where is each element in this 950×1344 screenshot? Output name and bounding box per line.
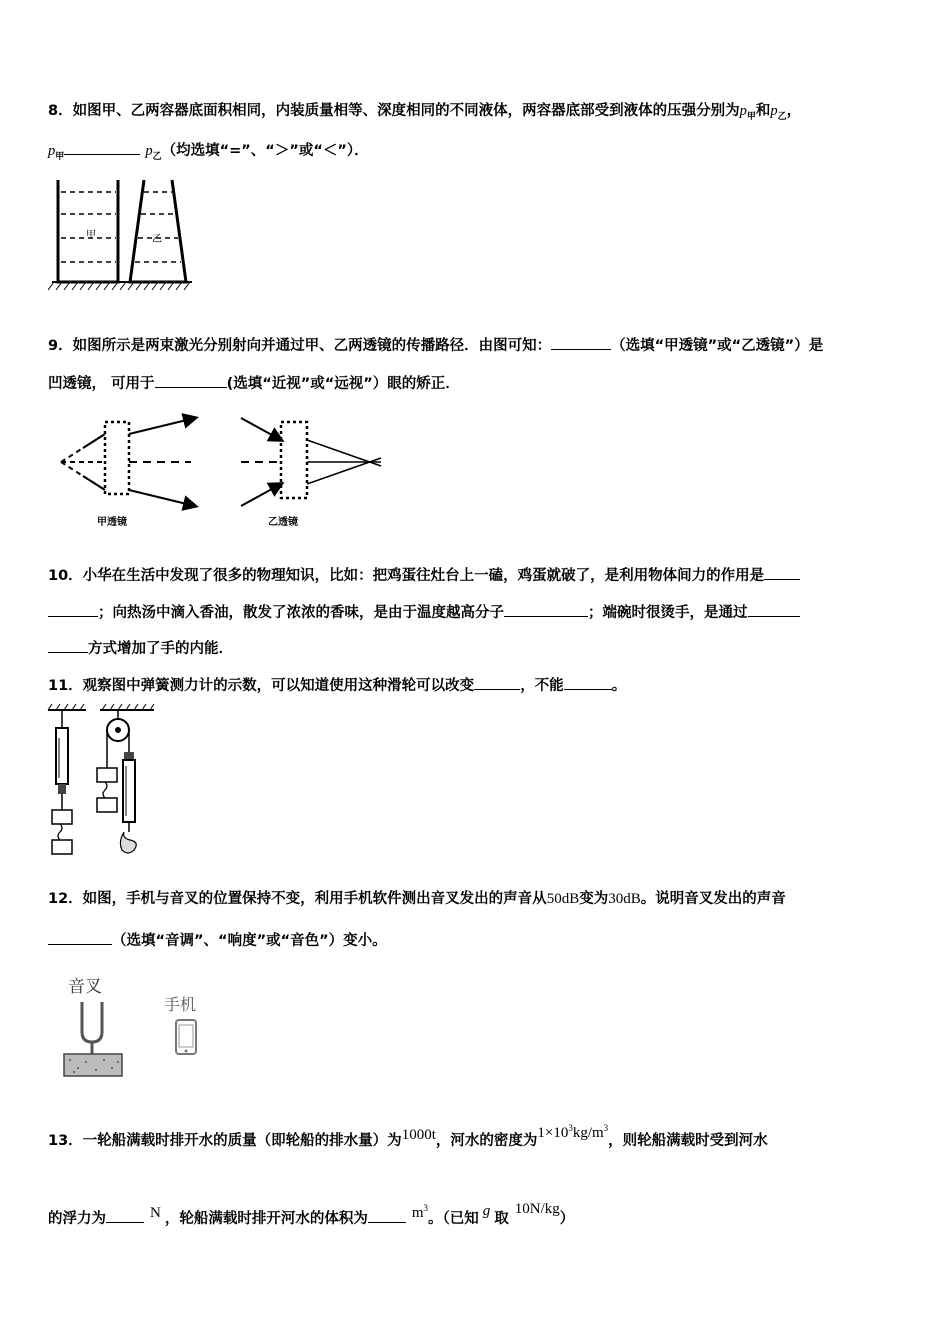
q12-text-b: 。说明音叉发出的声音 [640, 891, 786, 907]
q11-text-c: 。 [611, 678, 627, 694]
q11-text-b: ，不能 [520, 678, 564, 694]
q11-line1 [48, 673, 626, 696]
q8-instruction: （均选填“=”、“＞”或“＜”）． [161, 143, 369, 159]
q10-text-2: ；向热汤中滴入香油，散发了浓浓的香味，是由于温度越高分子 [98, 605, 504, 621]
q9-line1 [48, 333, 823, 356]
q8-sub-yi-2: 乙 [152, 152, 162, 162]
q12-value-1: 50dB [546, 891, 580, 907]
q8-p-symbol-4: p [145, 143, 153, 159]
q13-density-exp: 3 [568, 1123, 573, 1133]
q8-prefix: 8．如图甲、乙两容器底面积相同，内装质量相等、深度相同的不同液体，两容器底部受到液体的压强分别为 [48, 103, 740, 119]
q13-text-a: 13．一轮船满载时排开水的质量（即轮船的排水量）为 [48, 1133, 402, 1149]
q12-line1 [48, 889, 786, 909]
q12-line2 [48, 928, 387, 951]
q8-line2 [48, 138, 369, 163]
q13-blank-2[interactable] [368, 1206, 406, 1223]
q13-line1 [48, 1123, 768, 1152]
q13-density-unit-exp: 3 [603, 1123, 609, 1133]
q10-blank-2[interactable] [504, 600, 588, 617]
q8-line1 [48, 101, 801, 123]
q11-text-a: 11．观察图中弹簧测力计的示数，可以知道使用这种滑轮可以改变 [48, 678, 475, 694]
q9-text-d: (选填“近视”或“远视”）眼的矫正． [226, 376, 460, 392]
q13-text-b: ，河水的密度为 [435, 1133, 538, 1149]
q10-line1 [48, 563, 800, 586]
q13-text-d: 的浮力为 [48, 1211, 106, 1227]
q8-p-symbol-2: p [770, 103, 778, 119]
q10-blank-1b[interactable] [48, 600, 98, 617]
q12-text-mid: 变为 [579, 891, 609, 907]
q8-containers-figure [48, 176, 196, 292]
q8-label-jia: 甲 [86, 230, 96, 241]
q13-g-value: 10N/kg [514, 1201, 560, 1217]
q9-line2 [48, 371, 460, 394]
q12-text-a: 12．如图，手机与音叉的位置保持不变，利用手机软件测出音叉发出的声音从 [48, 891, 547, 907]
q9-lens-figure [55, 412, 390, 532]
q13-mass: 1000t [401, 1127, 436, 1143]
q8-sub-jia: 甲 [746, 112, 756, 122]
q13-unit-m: m [411, 1205, 424, 1221]
q9-blank-1[interactable] [551, 333, 611, 350]
q10-text-3: ；端碗时很烫手，是通过 [588, 605, 748, 621]
q8-label-yi: 乙 [152, 234, 162, 245]
q11-pulley-figure [44, 704, 164, 864]
q8-sub-jia-2: 甲 [55, 152, 65, 162]
q12-label-fork: 音叉 [68, 977, 102, 997]
q13-density-base: 1×10 [537, 1125, 569, 1141]
q10-text-4: 方式增加了手的内能． [88, 641, 233, 657]
q12-label-phone: 手机 [164, 995, 197, 1014]
q12-blank[interactable] [48, 928, 112, 945]
q10-blank-3b[interactable] [48, 636, 88, 653]
q13-blank-1[interactable] [106, 1206, 144, 1223]
q13-line2 [48, 1201, 575, 1230]
q13-text-c: ，则轮船满载时受到河水 [608, 1133, 768, 1149]
q10-blank-3a[interactable] [748, 600, 800, 617]
q9-text-a: 9．如图所示是两束激光分别射向并通过甲、乙两透镜的传播路径．由图可知： [48, 338, 552, 354]
q13-text-f: 。（已知 [428, 1211, 479, 1227]
q9-text-c: 凹透镜， 可用于 [48, 376, 155, 392]
q12-value-2: 30dB [608, 891, 641, 907]
q9-blank-2[interactable] [155, 371, 227, 388]
q8-tail: ， [786, 103, 802, 119]
q13-close: ） [559, 1211, 575, 1227]
q8-sub-yi: 乙 [777, 112, 787, 122]
q9-text-b: （选填“甲透镜”或“乙透镜”）是 [611, 338, 824, 354]
q12-text-c: （选填“音调”、“响度”或“音色”）变小。 [112, 933, 387, 949]
q8-answer-blank[interactable] [64, 138, 140, 155]
q12-tuning-fork-figure [56, 972, 226, 1082]
q8-p-symbol-3: p [48, 143, 56, 159]
q13-density-unit: kg/m [572, 1125, 604, 1141]
q9-label-yi: 乙透镜 [268, 517, 298, 528]
q9-label-jia: 甲透镜 [97, 517, 127, 528]
q10-text-1: 10．小华在生活中发现了很多的物理知识，比如：把鸡蛋往灶台上一磕，鸡蛋就破了，是利用物体间力的作用是 [48, 568, 765, 584]
q13-unit-n: N [150, 1205, 161, 1221]
q8-p-symbol: p [739, 103, 747, 119]
q13-text-take: 取 [494, 1211, 509, 1227]
q10-blank-1a[interactable] [764, 563, 800, 580]
q13-text-e: ，轮船满载时排开河水的体积为 [164, 1211, 368, 1227]
q10-line2 [48, 600, 800, 623]
q8-and: 和 [755, 103, 771, 119]
q10-line3 [48, 636, 233, 659]
q13-g-symbol: g [482, 1203, 491, 1219]
q11-blank-1[interactable] [474, 673, 520, 690]
q13-unit-m-exp: 3 [423, 1203, 429, 1213]
q11-blank-2[interactable] [564, 673, 612, 690]
